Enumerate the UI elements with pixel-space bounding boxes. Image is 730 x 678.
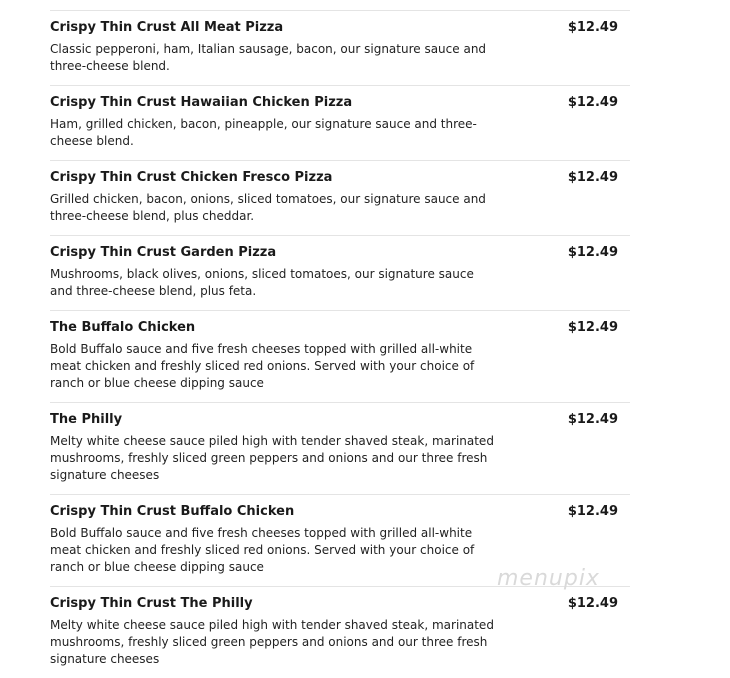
item-name: The Buffalo Chicken: [50, 320, 196, 335]
item-name: Crispy Thin Crust The Philly: [50, 596, 253, 611]
item-name: Crispy Thin Crust Buffalo Chicken: [50, 504, 295, 519]
item-price: $12.49: [567, 596, 618, 611]
item-price: $12.49: [567, 20, 618, 35]
item-description: Bold Buffalo sauce and five fresh cheeses topped with grilled all-white meat chicken and freshly sliced red onions. Served with your choice of ranch or blue cheese dipping sauce: [50, 526, 475, 574]
menu-item: [50, 586, 630, 678]
menu-item: [50, 402, 630, 494]
menu-item: [50, 85, 630, 160]
item-description: Bold Buffalo sauce and five fresh cheeses topped with grilled all-white meat chicken and freshly sliced red onions. Served with your choice of ranch or blue cheese dipping sauce: [50, 342, 475, 390]
menu-item: [50, 10, 630, 85]
item-price: $12.49: [567, 320, 618, 335]
item-name: Crispy Thin Crust Hawaiian Chicken Pizza: [50, 95, 353, 110]
item-name: Crispy Thin Crust Garden Pizza: [50, 245, 277, 260]
menu-item: [50, 235, 630, 310]
menu-item: [50, 310, 630, 402]
item-description: Grilled chicken, bacon, onions, sliced tomatoes, our signature sauce and three-cheese blend, plus cheddar.: [50, 192, 486, 223]
item-description: Mushrooms, black olives, onions, sliced tomatoes, our signature sauce and three-cheese blend, plus feta.: [50, 267, 474, 298]
item-price: $12.49: [567, 245, 618, 260]
menu-list: [50, 10, 630, 678]
item-price: $12.49: [567, 504, 618, 519]
item-name: Crispy Thin Crust Chicken Fresco Pizza: [50, 170, 333, 185]
item-price: $12.49: [567, 412, 618, 427]
item-description: Melty white cheese sauce piled high with tender shaved steak, marinated mushrooms, freshly sliced green peppers and onions and our three fresh signature cheeses: [50, 618, 494, 666]
item-description: Ham, grilled chicken, bacon, pineapple, our signature sauce and three-cheese blend.: [50, 117, 477, 148]
item-name: The Philly: [50, 412, 123, 427]
item-price: $12.49: [567, 95, 618, 110]
item-description: Melty white cheese sauce piled high with tender shaved steak, marinated mushrooms, freshly sliced green peppers and onions and our three fresh signature cheeses: [50, 434, 494, 482]
item-name: Crispy Thin Crust All Meat Pizza: [50, 20, 284, 35]
item-price: $12.49: [567, 170, 618, 185]
menupix-watermark: menupix: [497, 566, 600, 591]
menu-item: [50, 494, 630, 586]
menu-item: [50, 160, 630, 235]
item-description: Classic pepperoni, ham, Italian sausage, bacon, our signature sauce and three-cheese blend.: [50, 42, 487, 73]
